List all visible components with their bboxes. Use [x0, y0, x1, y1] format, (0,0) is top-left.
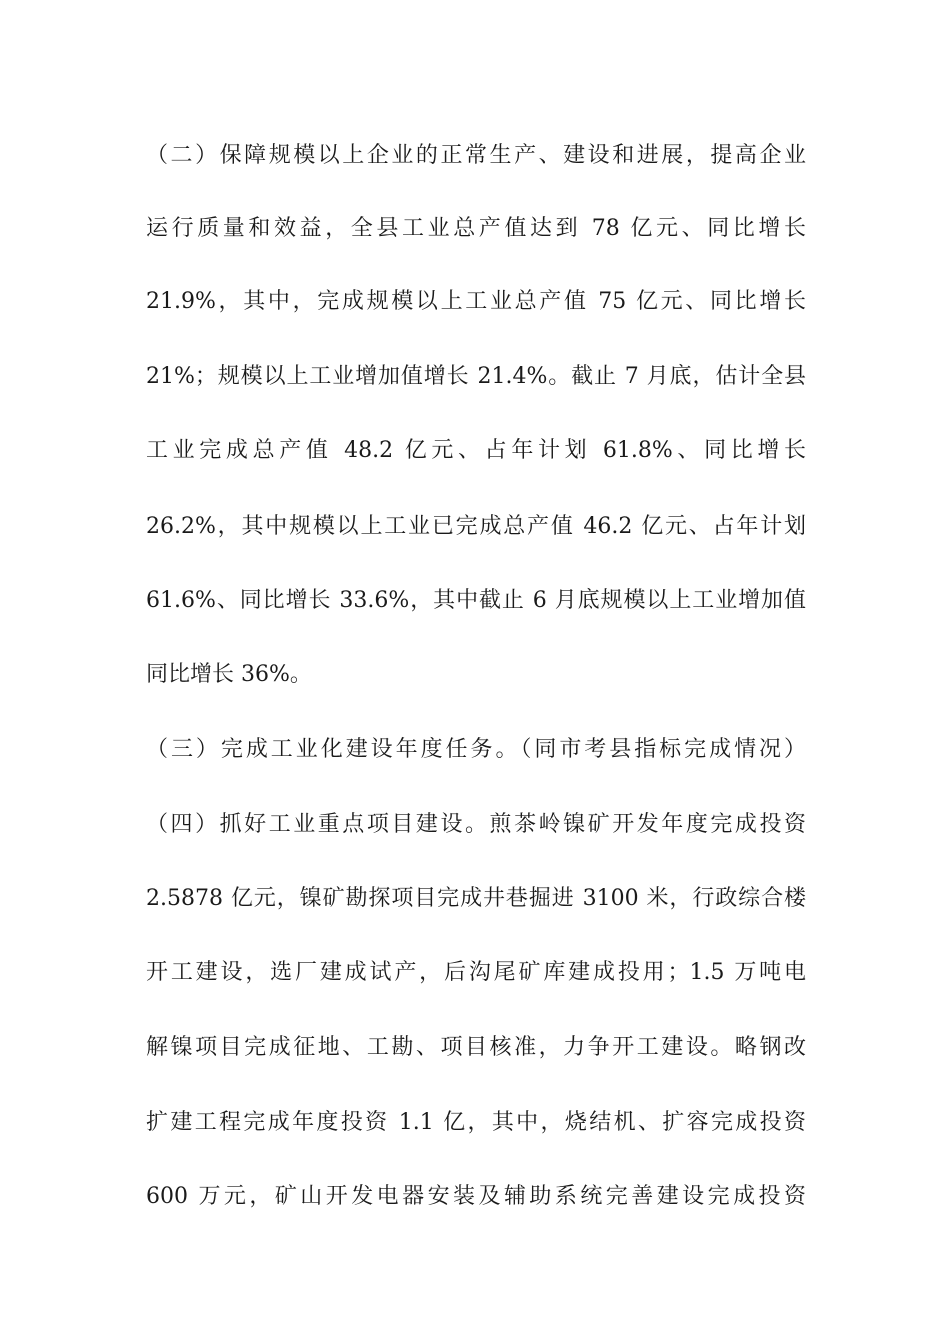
paragraph-2-line-2: 运行质量和效益，全县工业总产值达到 78 亿元、同比增长 [146, 216, 806, 241]
paragraph-4-line-2: 2.5878 亿元，镍矿勘探项目完成井巷掘进 3100 米，行政综合楼 [146, 886, 806, 911]
paragraph-4-line-5: 扩建工程完成年度投资 1.1 亿，其中，烧结机、扩容完成投资 [146, 1110, 806, 1135]
paragraph-4-line-4: 解镍项目完成征地、工勘、项目核准，力争开工建设。略钢改 [146, 1035, 806, 1060]
paragraph-4-line-3: 开工建设，选厂建成试产，后沟尾矿库建成投用；1.5 万吨电 [146, 960, 806, 985]
paragraph-2-line-4: 21%；规模以上工业增加值增长 21.4%。截止 7 月底，估计全县 [146, 364, 806, 389]
paragraph-2-line-5: 工业完成总产值 48.2 亿元、占年计划 61.8%、同比增长 [146, 438, 806, 463]
paragraph-2-line-3: 21.9%，其中，完成规模以上工业总产值 75 亿元、同比增长 [146, 289, 806, 314]
paragraph-4-line-1: （四）抓好工业重点项目建设。煎茶岭镍矿开发年度完成投资 [146, 812, 806, 837]
paragraph-4-line-6: 600 万元，矿山开发电器安装及辅助系统完善建设完成投资 [146, 1184, 806, 1209]
paragraph-2-line-6: 26.2%，其中规模以上工业已完成总产值 46.2 亿元、占年计划 [146, 514, 806, 539]
paragraph-2-line-7: 61.6%、同比增长 33.6%，其中截止 6 月底规模以上工业增加值 [146, 588, 806, 613]
paragraph-2-line-8: 同比增长 36%。 [146, 662, 312, 687]
paragraph-3-line-1: （三）完成工业化建设年度任务。（同市考县指标完成情况） [146, 737, 806, 762]
paragraph-2-line-1: （二）保障规模以上企业的正常生产、建设和进展，提高企业 [146, 143, 806, 168]
